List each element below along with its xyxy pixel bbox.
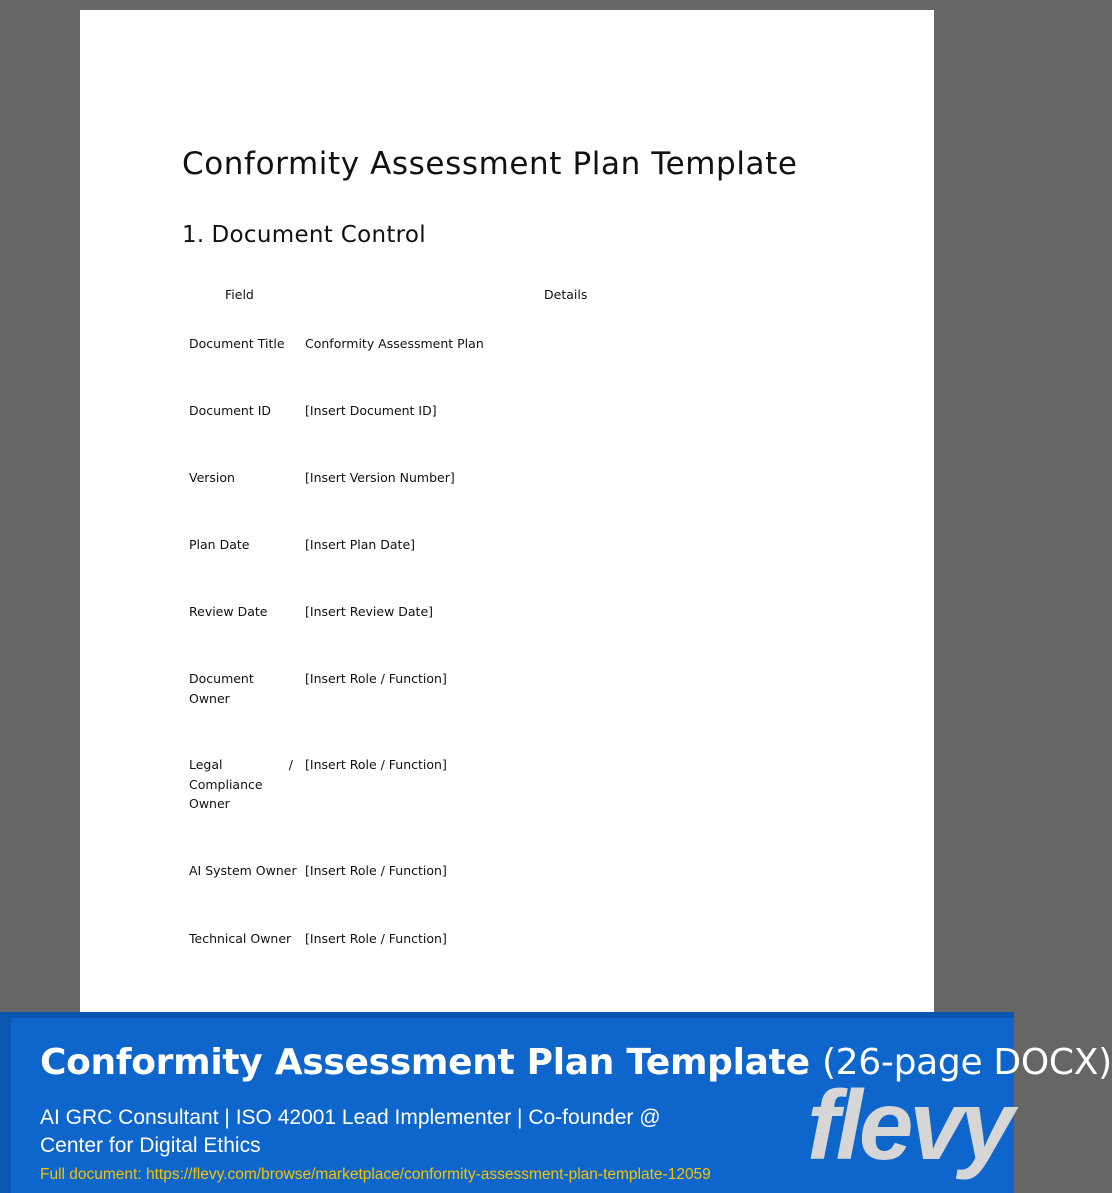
field-line-text: Legal (189, 757, 223, 772)
field-cell: Version (189, 470, 235, 485)
details-cell: [Insert Role / Function] (305, 931, 447, 946)
field-line: Owner (189, 796, 230, 811)
details-cell: Conformity Assessment Plan (305, 336, 484, 351)
document-title: Conformity Assessment Plan Template (182, 146, 798, 182)
field-cell: Review Date (189, 604, 268, 619)
document-control-table (182, 282, 762, 969)
table-row (182, 755, 762, 861)
table-row (182, 401, 762, 468)
table-row (182, 468, 762, 535)
details-cell: [Insert Role / Function] (305, 671, 447, 686)
full-document-link[interactable]: Full document: https://flevy.com/browse/marketplace/conformity-assessment-plan-template-12059 (40, 1166, 711, 1183)
banner-subtitle: AI GRC Consultant | ISO 42001 Lead Implementer | Co-founder @ Center for Digital Ethics (40, 1106, 661, 1157)
field-cell: Document Title (189, 336, 285, 351)
field-line (189, 755, 293, 775)
table-row (182, 602, 762, 669)
flevy-logo[interactable]: flevy (807, 1070, 1011, 1180)
field-cell: Technical Owner (189, 931, 292, 946)
banner-title-suffix: (26-page DOCX) (821, 1042, 1112, 1083)
section-title: Document Control (211, 222, 426, 248)
field-cell: Document ID (189, 403, 272, 418)
column-header-field: Field (225, 287, 254, 302)
details-cell: [Insert Review Date] (305, 604, 434, 619)
section-heading (182, 222, 426, 248)
table-row (182, 535, 762, 602)
field-cell: AI System Owner (189, 863, 297, 878)
table-row (182, 929, 762, 969)
table-row (182, 861, 762, 929)
field-cell: Plan Date (189, 537, 250, 552)
details-cell: [Insert Role / Function] (305, 863, 447, 878)
field-line: Compliance (189, 776, 263, 792)
promo-banner (0, 1012, 1112, 1193)
details-cell: [Insert Plan Date] (305, 537, 416, 552)
details-cell: [Insert Version Number] (305, 470, 455, 485)
details-cell: [Insert Role / Function] (305, 757, 447, 772)
column-header-details: Details (544, 287, 588, 302)
table-row (182, 669, 762, 755)
document-page (80, 10, 934, 1020)
field-line-text: / (288, 757, 293, 772)
table-header (182, 282, 762, 334)
table-row (182, 334, 762, 401)
field-cell: Document Owner (189, 671, 254, 706)
field-cell (189, 755, 293, 814)
details-cell: [Insert Document ID] (305, 403, 437, 418)
promo-banner-panel (11, 1018, 1112, 1193)
banner-title-text: Conformity Assessment Plan Template (40, 1042, 810, 1083)
section-number: 1. (182, 222, 205, 248)
